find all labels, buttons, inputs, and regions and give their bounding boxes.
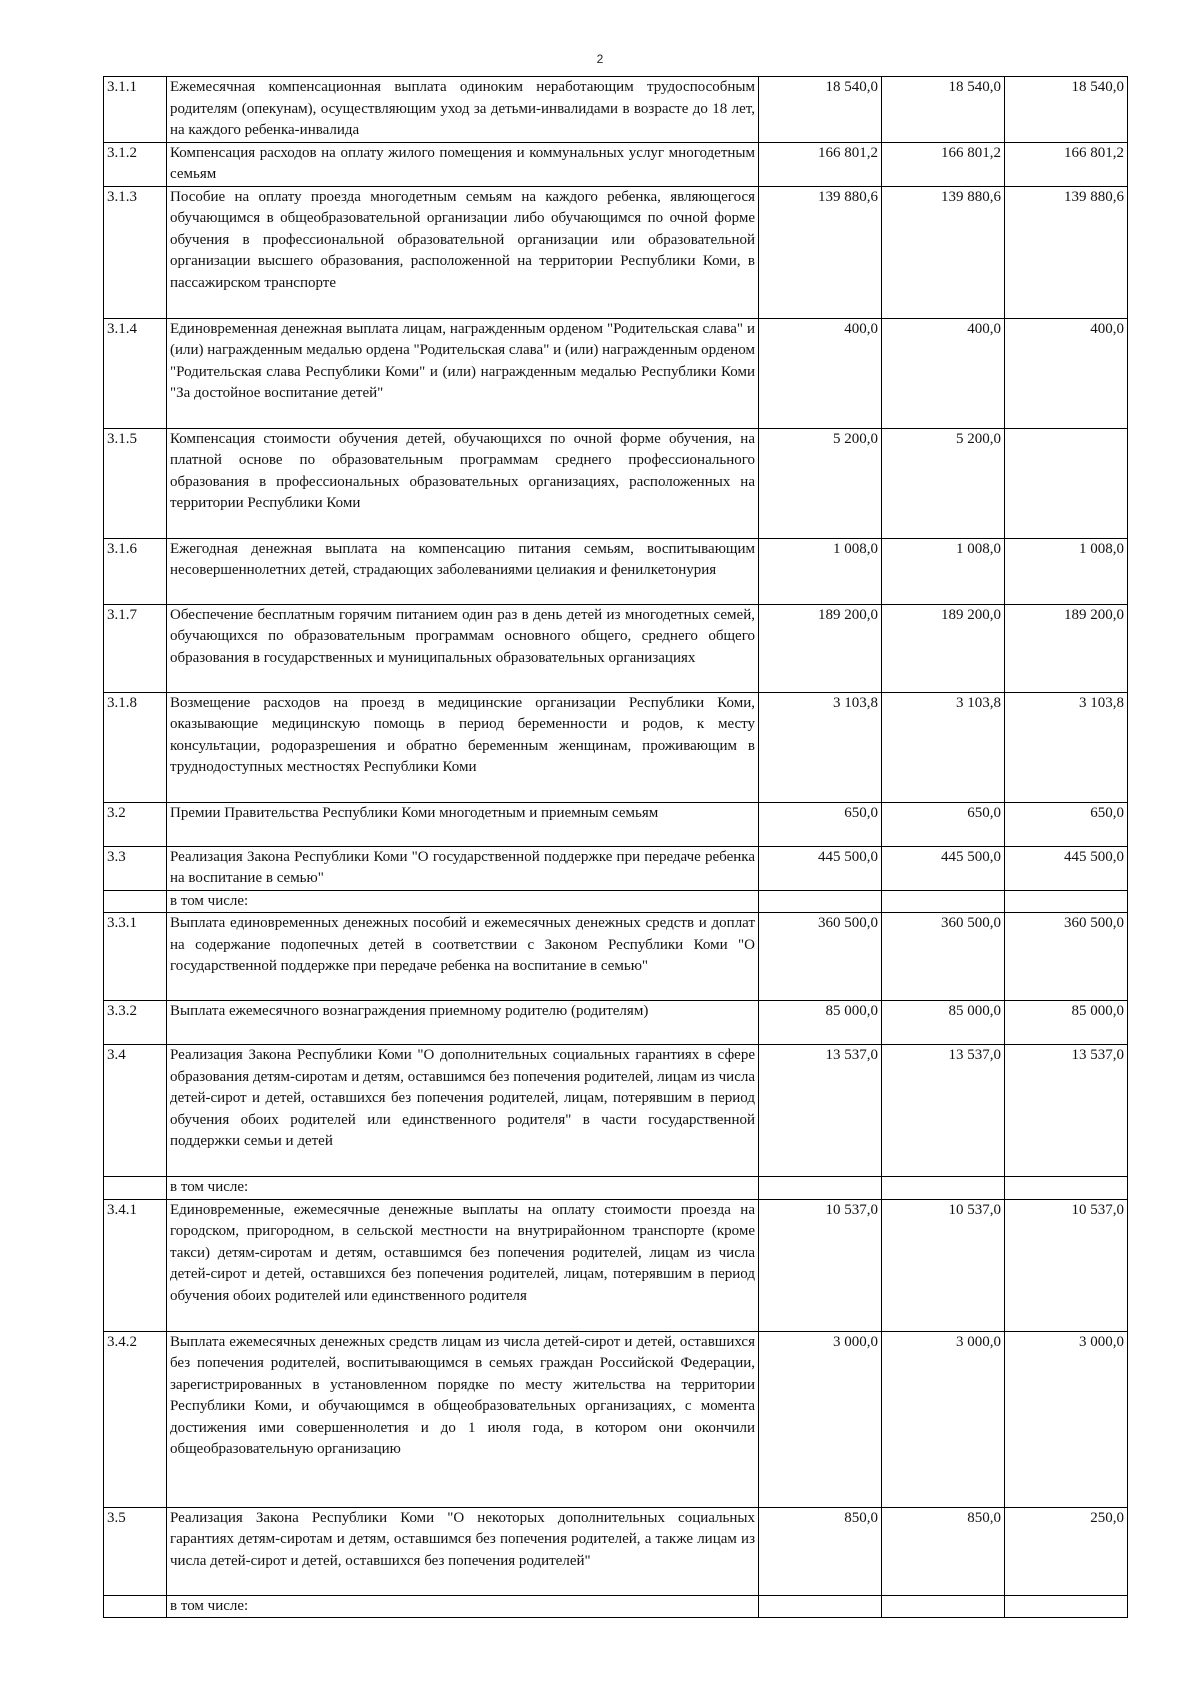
row-description: в том числе: [167,890,759,913]
row-description: Единовременная денежная выплата лицам, награжденным орденом "Родительская слава" и (или) награжденным медалью ордена "Родительская слава" и (или) награжденным орденом "Родительская слава Республики Коми" и (или) награжденным медалью Республики Коми "За достойное воспитание детей" [167,318,759,428]
row-value-1: 3 103,8 [759,692,882,802]
row-value-1: 400,0 [759,318,882,428]
row-value-2 [882,890,1005,913]
row-value-3 [1005,1595,1128,1618]
row-value-3 [1005,428,1128,538]
row-description: Обеспечение бесплатным горячим питанием один раз в день детей из многодетных семей, обучающихся по образовательным программам основного общего, среднего общего образования в государственных и муниципальных образовательных организациях [167,604,759,692]
table-row [104,1595,1128,1618]
row-code: 3.1.4 [104,318,167,428]
row-description: Ежегодная денежная выплата на компенсацию питания семьям, воспитывающим несовершеннолетних детей, страдающих заболеваниями целиакия и фенилкетонурия [167,538,759,604]
row-value-1 [759,1177,882,1200]
row-description: Ежемесячная компенсационная выплата одиноким неработающим трудоспособным родителям (опекунам), осуществляющим уход за детьми-инвалидами в возрасте до 18 лет, на каждого ребенка-инвалида [167,77,759,143]
table-row [104,692,1128,802]
row-value-3: 189 200,0 [1005,604,1128,692]
table-row [104,142,1128,186]
row-description: Выплата ежемесячного вознаграждения приемному родителю (родителям) [167,1001,759,1045]
row-code: 3.2 [104,802,167,846]
row-description: Реализация Закона Республики Коми "О дополнительных социальных гарантиях в сфере образования детям-сиротам и детям, оставшимся без попечения родителей, лицам из числа детей-сирот и детей, оставшихся без попечения родителей, лицам, потерявшим в период обучения обоих родителей или единственного родителя" в части государственной поддержки семьи и детей [167,1045,759,1177]
row-code: 3.4.2 [104,1331,167,1507]
row-description: Выплата ежемесячных денежных средств лицам из числа детей-сирот и детей, оставшихся без попечения родителей, воспитывающимся в семьях граждан Российской Федерации, зарегистрированных в установленном порядке по месту жительства на территории Республики Коми, и обучающимся в общеобразовательных организациях, с момента достижения ими совершеннолетия и до 1 июля года, в котором они окончили общеобразовательную организацию [167,1331,759,1507]
row-value-2: 1 008,0 [882,538,1005,604]
row-code: 3.1.1 [104,77,167,143]
table-row [104,1199,1128,1331]
table-row [104,318,1128,428]
row-code: 3.1.5 [104,428,167,538]
row-value-3: 139 880,6 [1005,186,1128,318]
row-description: Реализация Закона Республики Коми "О государственной поддержке при передаче ребенка на воспитание в семью" [167,846,759,890]
row-code: 3.5 [104,1507,167,1595]
row-value-2: 3 103,8 [882,692,1005,802]
row-code: 3.1.7 [104,604,167,692]
row-value-2: 189 200,0 [882,604,1005,692]
budget-table [103,76,1128,1618]
row-value-2: 400,0 [882,318,1005,428]
page-number: 2 [596,52,604,66]
row-value-3: 85 000,0 [1005,1001,1128,1045]
row-description: Премии Правительства Республики Коми многодетным и приемным семьям [167,802,759,846]
row-value-3: 3 000,0 [1005,1331,1128,1507]
row-value-3: 18 540,0 [1005,77,1128,143]
row-code [104,890,167,913]
table-row [104,538,1128,604]
budget-table-body [104,77,1128,1618]
row-value-3: 360 500,0 [1005,913,1128,1001]
row-value-1: 189 200,0 [759,604,882,692]
row-value-1: 850,0 [759,1507,882,1595]
row-code [104,1595,167,1618]
row-description: Пособие на оплату проезда многодетным семьям на каждого ребенка, являющегося обучающимся в общеобразовательной организации либо обучающимся по очной форме обучения в профессиональной образовательной организации или образовательной организации высшего образования, расположенной на территории Республики Коми, в пассажирском транспорте [167,186,759,318]
row-value-2: 139 880,6 [882,186,1005,318]
row-value-1 [759,1595,882,1618]
row-code: 3.3.1 [104,913,167,1001]
row-value-2: 10 537,0 [882,1199,1005,1331]
row-value-2: 3 000,0 [882,1331,1005,1507]
table-row [104,604,1128,692]
row-description: Реализация Закона Республики Коми "О некоторых дополнительных социальных гарантиях детям-сиротам и детям, оставшимся без попечения родителей, а также лицам из числа детей-сирот и детей, оставшихся без попечения родителей" [167,1507,759,1595]
row-value-3: 166 801,2 [1005,142,1128,186]
table-row [104,913,1128,1001]
row-value-3: 1 008,0 [1005,538,1128,604]
row-value-3: 3 103,8 [1005,692,1128,802]
row-value-1: 139 880,6 [759,186,882,318]
table-row [104,1045,1128,1177]
row-code: 3.1.3 [104,186,167,318]
row-value-2 [882,1177,1005,1200]
row-value-2: 5 200,0 [882,428,1005,538]
table-row [104,890,1128,913]
row-code: 3.3 [104,846,167,890]
row-value-3 [1005,890,1128,913]
row-value-3: 13 537,0 [1005,1045,1128,1177]
row-description: Возмещение расходов на проезд в медицинские организации Республики Коми, оказывающие медицинскую помощь в период беременности и родов, к месту консультации, родоразрешения и обратно беременным женщинам, проживающим в труднодоступных местностях Республики Коми [167,692,759,802]
row-value-1: 166 801,2 [759,142,882,186]
row-value-3 [1005,1177,1128,1200]
table-row [104,846,1128,890]
row-value-1: 10 537,0 [759,1199,882,1331]
table-row [104,428,1128,538]
row-description: Единовременные, ежемесячные денежные выплаты на оплату стоимости проезда на городском, пригородном, в сельской местности на внутрирайонном транспорте (кроме такси) детям-сиротам и детям, оставшимся без попечения родителей, лицам из числа детей-сирот и детей, оставшихся без попечения родителей, лицам, потерявшим в период обучения обоих родителей или единственного родителя [167,1199,759,1331]
row-value-1: 85 000,0 [759,1001,882,1045]
row-value-2: 445 500,0 [882,846,1005,890]
table-row [104,186,1128,318]
row-value-1: 360 500,0 [759,913,882,1001]
row-description: Выплата единовременных денежных пособий и ежемесячных денежных средств и доплат на содержание подопечных детей в соответствии с Законом Республики Коми "О государственной поддержке при передаче ребенка на воспитание в семью" [167,913,759,1001]
row-value-2: 166 801,2 [882,142,1005,186]
table-row [104,1331,1128,1507]
table-row [104,1001,1128,1045]
row-value-3: 250,0 [1005,1507,1128,1595]
row-value-2: 850,0 [882,1507,1005,1595]
row-code: 3.1.6 [104,538,167,604]
table-row [104,77,1128,143]
row-code: 3.3.2 [104,1001,167,1045]
table-row [104,1507,1128,1595]
row-code: 3.1.8 [104,692,167,802]
row-value-1: 18 540,0 [759,77,882,143]
row-description: в том числе: [167,1177,759,1200]
row-description: Компенсация расходов на оплату жилого помещения и коммунальных услуг многодетным семьям [167,142,759,186]
row-value-1: 3 000,0 [759,1331,882,1507]
row-value-2 [882,1595,1005,1618]
row-code: 3.4.1 [104,1199,167,1331]
row-value-3: 400,0 [1005,318,1128,428]
row-value-1: 1 008,0 [759,538,882,604]
row-code: 3.4 [104,1045,167,1177]
row-value-2: 650,0 [882,802,1005,846]
row-value-2: 13 537,0 [882,1045,1005,1177]
row-value-1: 5 200,0 [759,428,882,538]
row-value-3: 445 500,0 [1005,846,1128,890]
row-value-3: 650,0 [1005,802,1128,846]
row-description: в том числе: [167,1595,759,1618]
row-value-1: 650,0 [759,802,882,846]
row-code [104,1177,167,1200]
row-value-1 [759,890,882,913]
table-row [104,1177,1128,1200]
row-value-3: 10 537,0 [1005,1199,1128,1331]
row-code: 3.1.2 [104,142,167,186]
row-value-1: 445 500,0 [759,846,882,890]
row-value-1: 13 537,0 [759,1045,882,1177]
row-value-2: 85 000,0 [882,1001,1005,1045]
table-row [104,802,1128,846]
row-value-2: 360 500,0 [882,913,1005,1001]
row-value-2: 18 540,0 [882,77,1005,143]
row-description: Компенсация стоимости обучения детей, обучающихся по очной форме обучения, на платной основе по образовательным программам среднего профессионального образования в профессиональных образовательных организациях, расположенных на территории Республики Коми [167,428,759,538]
